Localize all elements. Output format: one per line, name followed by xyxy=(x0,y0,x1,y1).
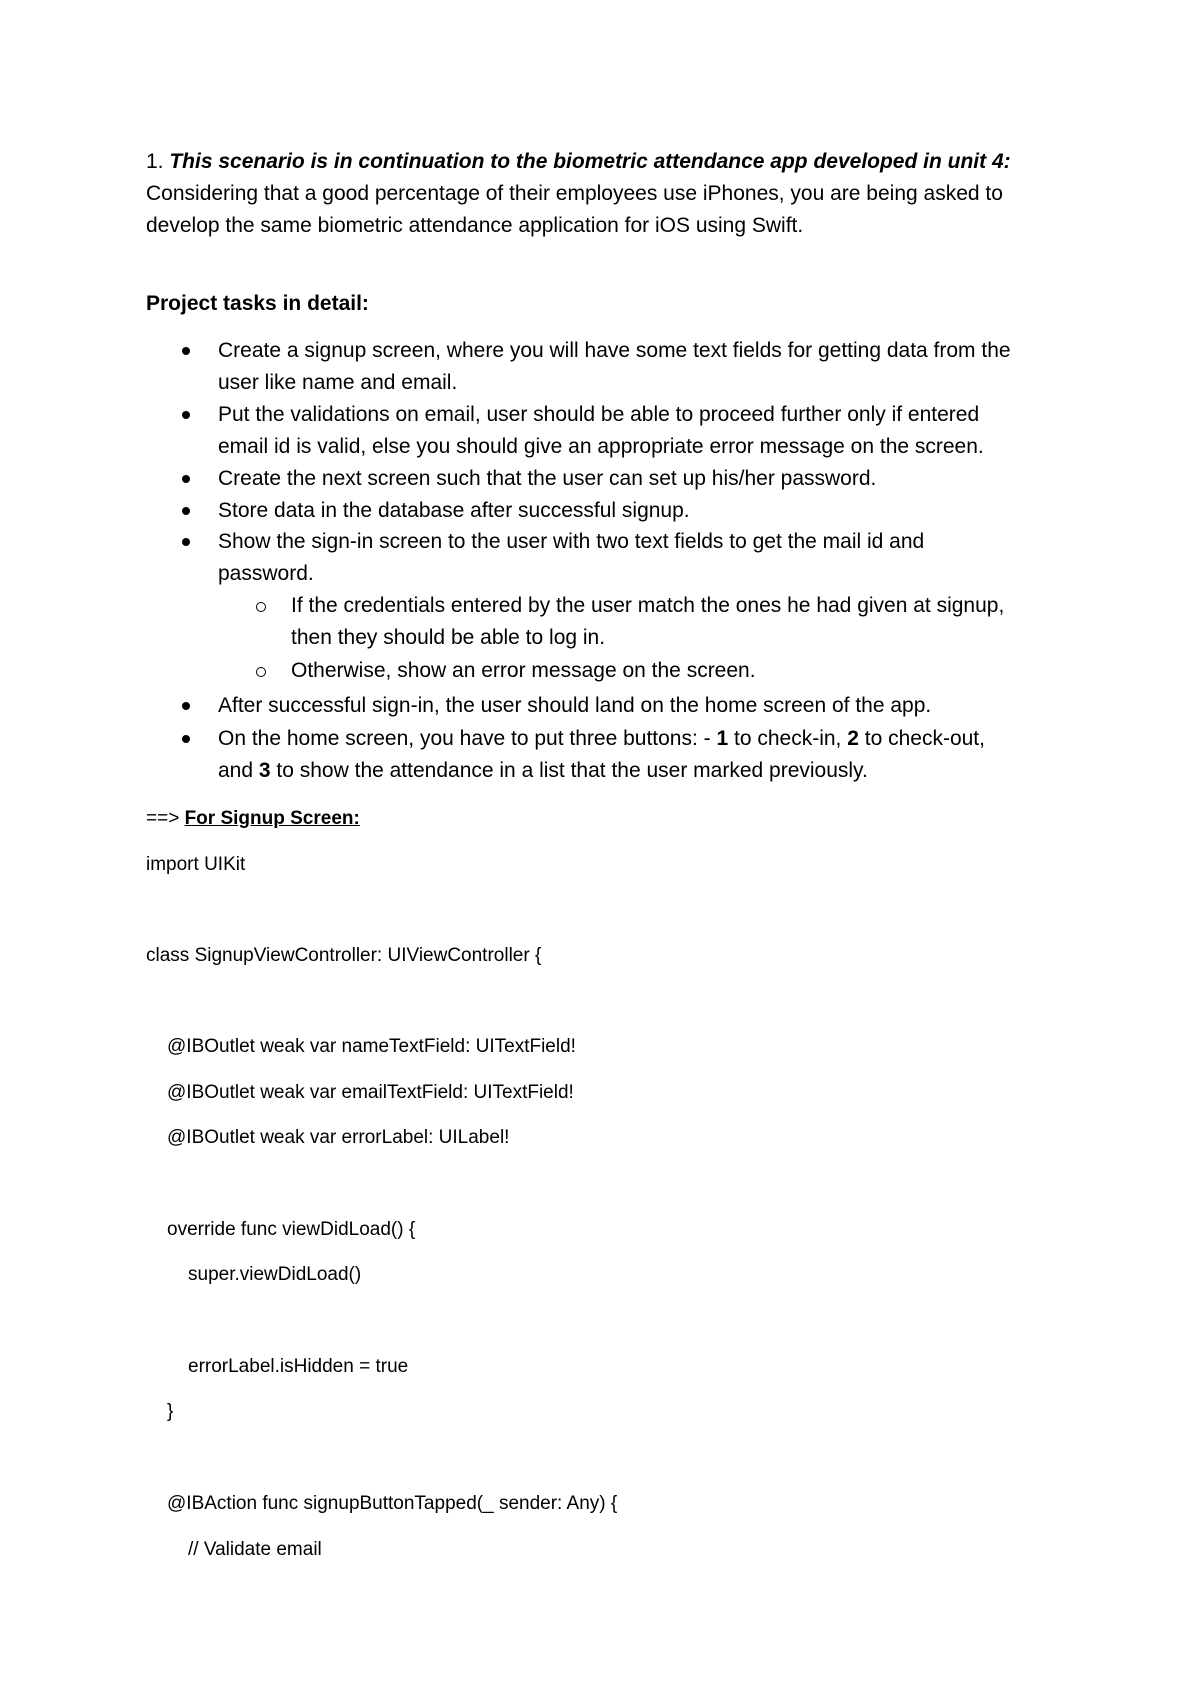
bullet-7-num-3: 3 xyxy=(258,759,271,782)
section-title-text: For Signup Screen: xyxy=(184,808,360,829)
bullet-7-line-1 xyxy=(218,724,985,754)
intro-italic-text: This scenario is in continuation to the biometric attendance app developed in unit 4: xyxy=(169,150,1011,173)
bullet-7-text-a: On the home screen, you have to put three buttons: - xyxy=(218,727,717,750)
bullet-dot xyxy=(182,411,190,419)
bullet-7-line-2 xyxy=(218,756,868,786)
bullet-1-line-1: Create a signup screen, where you will have some text fields for getting data from the xyxy=(218,339,1011,362)
bullet-7-num-2: 2 xyxy=(847,727,859,750)
sub-bullet-1-line-1: If the credentials entered by the user match the ones he had given at signup, xyxy=(291,594,1005,617)
intro-line-2: Considering that a good percentage of their employees use iPhones, you are being asked to xyxy=(146,182,1003,205)
bullet-7-text-d: and xyxy=(218,759,259,782)
bullet-3: Create the next screen such that the user can set up his/her password. xyxy=(218,467,877,490)
bullet-7-num-1: 1 xyxy=(716,727,729,750)
code-line: override func viewDidLoad() { xyxy=(167,1219,416,1240)
bullet-dot xyxy=(182,507,190,515)
code-line: // Validate email xyxy=(188,1539,322,1560)
bullet-dot xyxy=(182,347,190,355)
code-line: class SignupViewController: UIViewController { xyxy=(146,945,542,966)
arrow-marker: ==> xyxy=(146,808,185,829)
bullet-4: Store data in the database after successful signup. xyxy=(218,499,690,522)
sub-bullet-2: Otherwise, show an error message on the screen. xyxy=(291,659,756,682)
bullet-2-line-2: email id is valid, else you should give an appropriate error message on the screen. xyxy=(218,435,984,458)
code-line: errorLabel.isHidden = true xyxy=(188,1356,409,1377)
bullet-dot xyxy=(182,475,190,483)
bullet-dot xyxy=(182,735,190,743)
sub-bullet-circle xyxy=(256,602,266,612)
code-line: @IBOutlet weak var emailTextField: UITextField! xyxy=(167,1082,574,1103)
code-line: @IBOutlet weak var errorLabel: UILabel! xyxy=(167,1127,510,1148)
code-line: import UIKit xyxy=(146,854,246,875)
bullet-5-line-1: Show the sign-in screen to the user with two text fields to get the mail id and xyxy=(218,530,925,553)
code-line: } xyxy=(167,1401,174,1422)
bullet-5-line-2: password. xyxy=(218,562,314,585)
sub-bullet-1-line-2: then they should be able to log in. xyxy=(291,626,606,649)
bullet-7-text-b: to check-in, xyxy=(728,727,848,750)
bullet-6: After successful sign-in, the user should land on the home screen of the app. xyxy=(218,694,932,717)
bullet-dot xyxy=(182,702,190,710)
sub-bullet-circle xyxy=(256,667,266,677)
code-line: super.viewDidLoad() xyxy=(188,1264,362,1285)
bullet-2-line-1: Put the validations on email, user should be able to proceed further only if entered xyxy=(218,403,980,426)
intro-line-1 xyxy=(146,147,1011,177)
code-line: @IBOutlet weak var nameTextField: UITextField! xyxy=(167,1036,576,1057)
intro-number: 1. xyxy=(146,150,164,173)
intro-line-3: develop the same biometric attendance application for iOS using Swift. xyxy=(146,214,804,237)
bullet-dot xyxy=(182,538,190,546)
section-heading: Project tasks in detail: xyxy=(146,292,369,315)
bullet-7-text-c: to check-out, xyxy=(858,727,985,750)
signup-section-title xyxy=(146,804,360,834)
code-line: @IBAction func signupButtonTapped(_ sender: Any) { xyxy=(167,1493,618,1514)
bullet-7-text-e: to show the attendance in a list that the user marked previously. xyxy=(270,759,868,782)
bullet-1-line-2: user like name and email. xyxy=(218,371,458,394)
